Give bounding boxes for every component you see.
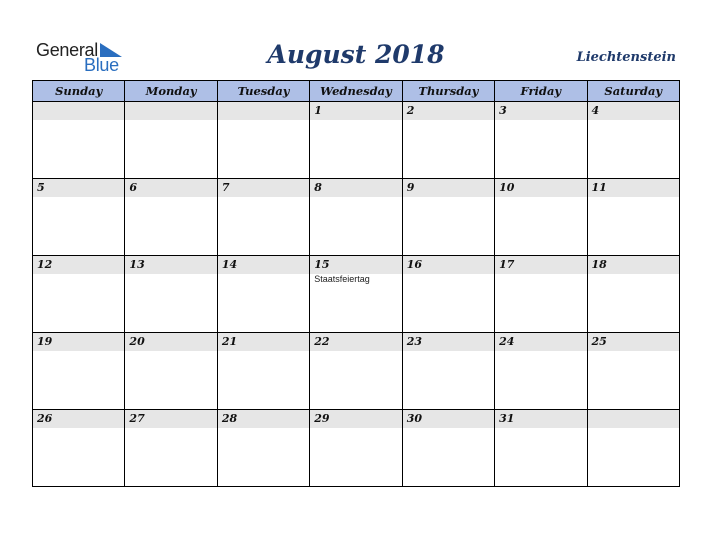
holiday-label: Staatsfeiertag [314,274,370,284]
day-number: 29 [314,412,330,425]
day-cell [587,102,679,179]
weekday-header-row [33,81,680,102]
day-number: 27 [129,412,145,425]
week-row [33,333,680,410]
day-cell-header [218,410,309,428]
day-cell-header [588,410,679,428]
day-cell [125,410,217,487]
day-cell-header [310,179,401,197]
day-cell-header [218,102,309,120]
day-cell [402,333,494,410]
weekday-header: Thursday [402,81,494,102]
country-label: Liechtenstein [576,50,676,65]
day-number: 22 [314,335,330,348]
day-cell-header [403,179,494,197]
day-cell-header [218,179,309,197]
day-number: 3 [499,104,507,117]
day-number: 4 [591,104,600,117]
day-cell [33,256,125,333]
day-number: 6 [129,181,138,194]
day-cell [33,102,125,179]
day-number: 23 [406,335,422,348]
day-number: 26 [37,412,53,425]
logo-text-blue: Blue [84,55,119,75]
day-number: 1 [314,104,322,117]
day-number: 18 [591,258,607,271]
day-cell [587,410,679,487]
day-cell-header [125,179,216,197]
day-number: 13 [129,258,145,271]
week-row [33,410,680,487]
day-cell-header [588,102,679,120]
day-cell-header [125,410,216,428]
day-number: 12 [37,258,53,271]
day-cell [125,179,217,256]
day-number: 15 [314,258,330,271]
weekday-header: Tuesday [217,81,309,102]
day-cell [125,333,217,410]
day-cell-header [33,333,124,351]
day-cell-header [310,333,401,351]
day-cell-header [33,102,124,120]
weekday-header: Wednesday [310,81,402,102]
calendar-grid [32,80,680,487]
page-title: August 2018 [267,40,445,69]
day-cell-header [588,256,679,274]
day-cell-header [403,256,494,274]
day-number: 19 [37,335,53,348]
day-cell [33,179,125,256]
day-cell [217,179,309,256]
day-cell-header [588,333,679,351]
day-number: 8 [314,181,322,194]
day-number: 10 [499,181,515,194]
day-cell [402,256,494,333]
day-cell-header [403,333,494,351]
day-number: 11 [591,181,607,194]
weekday-header: Friday [495,81,587,102]
day-number: 20 [129,335,145,348]
day-cell [217,256,309,333]
day-cell-header [33,179,124,197]
day-cell-header [588,179,679,197]
day-cell-header [495,333,586,351]
day-number: 5 [37,181,45,194]
day-cell [587,179,679,256]
day-cell [495,179,587,256]
day-cell [125,256,217,333]
day-cell [495,333,587,410]
day-number: 7 [221,181,230,194]
day-cell [402,179,494,256]
day-cell-header [310,410,401,428]
day-cell-header [33,256,124,274]
week-row [33,256,680,333]
day-cell-header [495,256,586,274]
day-cell [310,256,402,333]
day-cell [587,256,679,333]
day-cell-header [125,333,216,351]
day-number: 21 [221,335,238,348]
day-cell [310,410,402,487]
day-cell [310,333,402,410]
day-cell-header [495,410,586,428]
day-cell [217,102,309,179]
day-number: 17 [499,258,515,271]
week-row [33,102,680,179]
day-number: 25 [591,335,607,348]
day-cell-header [125,256,216,274]
week-row [33,179,680,256]
day-cell-header [218,333,309,351]
day-cell-header [33,410,124,428]
day-cell [310,102,402,179]
day-number: 9 [406,181,415,194]
day-number: 30 [406,412,422,425]
logo-text-general: General [36,40,98,60]
day-number: 14 [221,258,238,271]
day-number: 2 [406,104,415,117]
day-cell [310,179,402,256]
day-cell-header [495,179,586,197]
day-cell [495,256,587,333]
day-cell-header [495,102,586,120]
weekday-header: Monday [125,81,217,102]
day-cell [402,102,494,179]
day-cell-header [403,102,494,120]
weekday-header: Saturday [587,81,679,102]
day-cell-header [218,256,309,274]
day-number: 24 [499,335,515,348]
weekday-header: Sunday [33,81,125,102]
day-cell [587,333,679,410]
day-cell [217,333,309,410]
day-cell [33,410,125,487]
day-cell-header [310,102,401,120]
day-number: 16 [406,258,422,271]
day-cell-header [403,410,494,428]
day-number: 31 [499,412,515,425]
day-cell [217,410,309,487]
day-cell [495,410,587,487]
day-cell-header [310,256,401,274]
day-cell [125,102,217,179]
day-cell [33,333,125,410]
day-cell [402,410,494,487]
day-number: 28 [221,412,238,425]
day-cell [495,102,587,179]
day-cell-header [125,102,216,120]
